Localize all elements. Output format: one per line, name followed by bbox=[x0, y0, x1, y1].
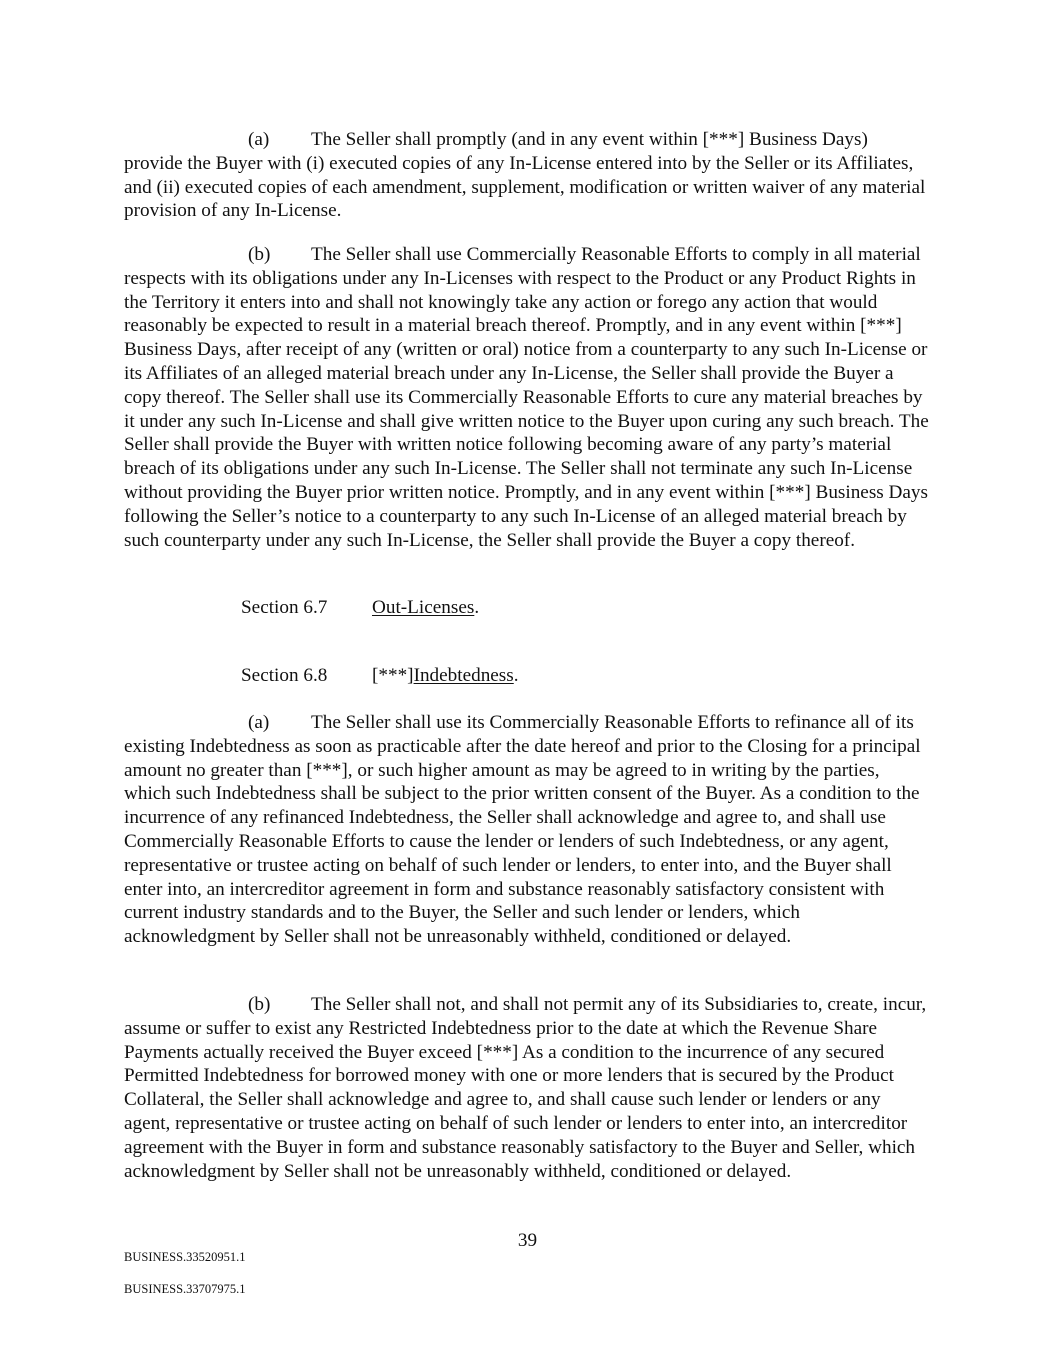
section-number: Section 6.7 bbox=[241, 597, 328, 618]
section-title-suffix: . bbox=[474, 597, 480, 618]
paragraph-text: The Seller shall use Commercially Reasonable Efforts to comply in all material respects with its obligations under any In-Licenses with respect to the Product or any Product Rights in the Territory it enters into and shall not knowingly take any action or forego any action that would reasonably be expected to result in a material breach thereof. Promptly, and in any event within [***] Business Days, after receipt of any (written or oral) notice from a counterparty to any such In-License or its Affiliates of an alleged material breach under any In-License, the Seller shall provide the Buyer a copy thereof. The Seller shall use its Commercially Reasonable Efforts to cure any material breaches by it under any such In-License and shall give written notice to the Buyer upon curing any such breach. The Seller shall provide the Buyer with written notice following becoming aware of any party’s material breach of its obligations under any such In-License. The Seller shall not terminate any such In-License without providing the Buyer prior written notice. Promptly, and in any event within [***] Business Days following the Seller’s notice to a counterparty to any such In-License of an alleged material breach by such counterparty under any such In-License, the Seller shall provide the Buyer a copy thereof. bbox=[124, 244, 929, 551]
page-number: 39 bbox=[517, 1230, 538, 1251]
paragraph-6-6-b bbox=[124, 243, 930, 552]
paragraph-label: (b) bbox=[248, 244, 271, 265]
paragraph-text: The Seller shall use its Commercially Reasonable Efforts to refinance all of its existing Indebtedness as soon as practicable after the date hereof and prior to the Closing for a principal amount no greater than [***], or such higher amount as may be agreed to in writing by the parties, which such Indebtedness shall be subject to the prior written consent of the Buyer. As a condition to the incurrence of any refinanced Indebtedness, the Seller shall acknowledge and agree to, and shall use Commercially Reasonable Efforts to cause the lender or lenders of such Indebtedness, or any agent, representative or trustee acting on behalf of such lender or lenders, to enter into, and the Buyer shall enter into, an intercreditor agreement in form and substance reasonably satisfactory consistent with current industry standards and to the Buyer, the Seller and such lender or lenders, which acknowledgment by Seller shall not be unreasonably withheld, conditioned or delayed. bbox=[124, 712, 921, 948]
paragraph-6-8-b bbox=[124, 993, 930, 1183]
paragraph-6-8-a bbox=[124, 711, 930, 949]
section-heading-6-7 bbox=[241, 596, 479, 620]
section-heading-6-8 bbox=[241, 664, 519, 688]
section-redaction: [***] bbox=[372, 665, 414, 686]
paragraph-label: (a) bbox=[248, 712, 270, 733]
paragraph-text: The Seller shall not, and shall not permit any of its Subsidiaries to, create, incur, assume or suffer to exist any Restricted Indebtedness prior to the date at which the Revenue Share Payments actually received the Buyer exceed [***] As a condition to the incurrence of any secured Permitted Indebtedness for borrowed money with one or more lenders that is secured by the Product Collateral, the Seller shall acknowledge and agree to, and shall cause such lender or lenders or any agent, representative or trustee acting on behalf of such lender or lenders to enter into, an intercreditor agreement with the Buyer in form and substance reasonably satisfactory to the Buyer and Seller, which acknowledgment by Seller shall not be unreasonably withheld, conditioned or delayed. bbox=[124, 994, 927, 1182]
paragraph-label: (b) bbox=[248, 994, 271, 1015]
paragraph-6-6-a bbox=[124, 128, 930, 223]
section-number: Section 6.8 bbox=[241, 665, 328, 686]
section-title: Indebtedness bbox=[413, 665, 514, 686]
section-title-suffix: . bbox=[513, 665, 519, 686]
footer-doc-id-2: BUSINESS.33707975.1 bbox=[124, 1282, 246, 1296]
paragraph-label: (a) bbox=[248, 129, 270, 150]
footer-doc-id-1: BUSINESS.33520951.1 bbox=[124, 1250, 246, 1264]
section-title: Out-Licenses bbox=[372, 597, 475, 618]
paragraph-text: The Seller shall promptly (and in any event within [***] Business Days) provide the Buyer with (i) executed copies of any In-License entered into by the Seller or its Affiliates, and (ii) executed copies of each amendment, supplement, modification or written waiver of any material provision of any In-License. bbox=[124, 129, 926, 222]
